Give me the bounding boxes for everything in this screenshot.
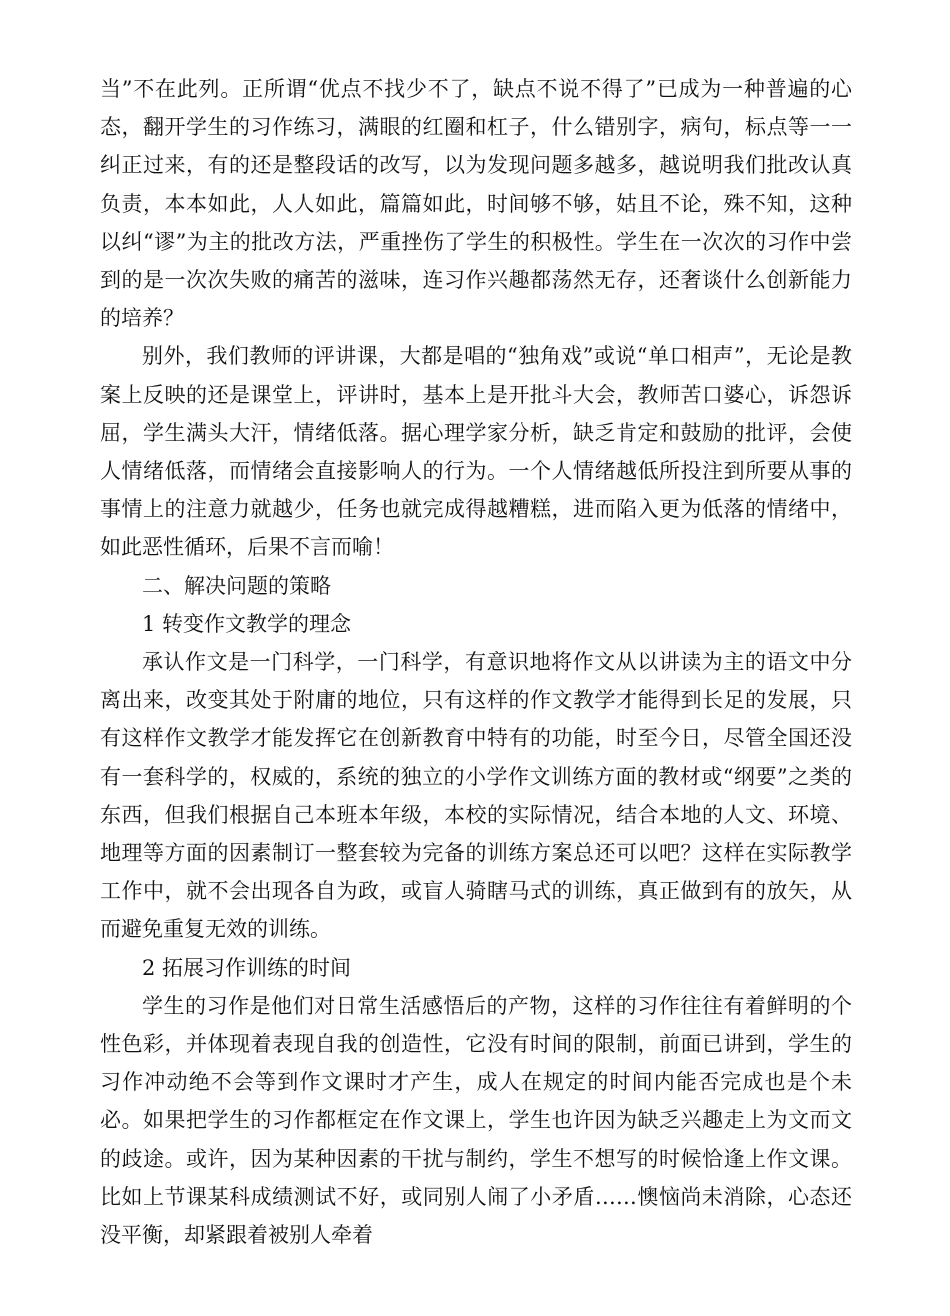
subheading-1: 1 转变作文教学的理念 bbox=[142, 611, 352, 636]
paragraph-4: 学生的习作是他们对日常生活感悟后的产物，这样的习作往往有着鲜明的个性色彩，并体现着表现自我的创造性，它没有时间的限制，前面已讲到，学生的习作冲动绝不会等到作文课时才产生，成人在规定的时间内能否完成也是个未必。如果把学生的习作都框定在作文课上，学生也许因为缺乏兴趣走上为文而文的歧途。或许，因为某种因素的干扰与制约，学生不想写的时候恰逢上作文课。比如上节课某科成绩测试不好，或同别人闹了小矛盾……懊恼尚未消除，心态还没平衡，却紧跟着被别人牵着 bbox=[100, 993, 852, 1248]
paragraph-2: 别外，我们教师的评讲课，大都是唱的“独角戏”或说“单口相声”，无论是教案上反映的还是课堂上，评讲时，基本上是开批斗大会，教师苦口婆心，诉怨诉屈，学生满头大汗，情绪低落。据心理学家分析，缺乏肯定和鼓励的批评，会使人情绪低落，而情绪会直接影响人的行为。一个人情绪越低所投注到所要从事的事情上的注意力就越少，任务也就完成得越糟糕，进而陷入更为低落的情绪中，如此恶性循环，后果不言而喻！ bbox=[100, 344, 852, 560]
paragraph-3: 承认作文是一门科学，一门科学，有意识地将作文从以讲读为主的语文中分离出来，改变其处于附庸的地位，只有这样的作文教学才能得到长足的发展，只有这样作文教学才能发挥它在创新教育中特有的功能，时至今日，尽管全国还没有一套科学的，权威的，系统的独立的小学作文训练方面的教材或“纲要”之类的东西，但我们根据自己本班本年级，本校的实际情况，结合本地的人文、环境、地理等方面的因素制订一整套较为完备的训练方案总还可以吧？这样在实际教学工作中，就不会出现各自为政，或盲人骑瞎马式的训练，真正做到有的放矢，从而避免重复无效的训练。 bbox=[100, 650, 852, 942]
section-heading-strategies: 二、解决问题的策略 bbox=[142, 573, 331, 598]
subheading-2: 2 拓展习作训练的时间 bbox=[142, 955, 352, 980]
document-body bbox=[100, 70, 852, 1254]
paragraph-1: 当”不在此列。正所谓“优点不找少不了，缺点不说不得了”已成为一种普遍的心态，翻开学生的习作练习，满眼的红圈和杠子，什么错别字，病句，标点等一一纠正过来，有的还是整段话的改写，以为发现问题多越多，越说明我们批改认真负责，本本如此，人人如此，篇篇如此，时间够不够，姑且不论，殊不知，这种以纠“谬”为主的批改方法，严重挫伤了学生的积极性。学生在一次次的习作中尝到的是一次次失败的痛苦的滋味，连习作兴趣都荡然无存，还奢谈什么创新能力的培养？ bbox=[100, 77, 852, 331]
